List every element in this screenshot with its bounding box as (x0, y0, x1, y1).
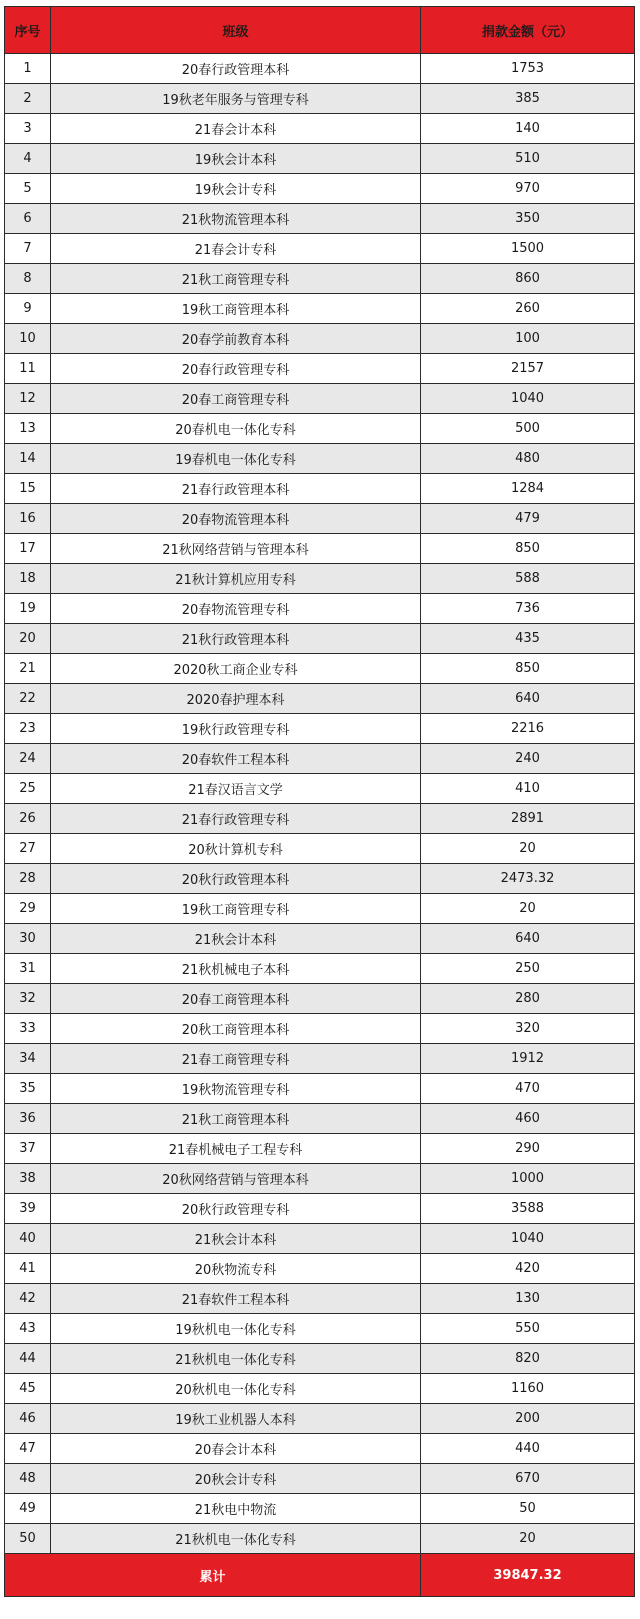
table-row (5, 804, 635, 834)
row-index-cell: 20 (5, 624, 51, 654)
total-amount: 39847.32 (421, 1554, 635, 1597)
row-amount-cell: 20 (421, 1524, 635, 1554)
table-row (5, 1254, 635, 1284)
row-index-cell: 48 (5, 1464, 51, 1494)
row-amount-cell: 850 (421, 654, 635, 684)
table-row (5, 714, 635, 744)
row-class-cell: 20春软件工程本科 (51, 744, 421, 774)
table-row (5, 234, 635, 264)
table-row (5, 834, 635, 864)
row-amount-cell: 2216 (421, 714, 635, 744)
table-row (5, 894, 635, 924)
row-class-cell: 21秋机电一体化专科 (51, 1344, 421, 1374)
table-row (5, 1434, 635, 1464)
row-class-cell: 21秋电中物流 (51, 1494, 421, 1524)
table-row (5, 534, 635, 564)
table-header (5, 7, 635, 54)
row-amount-cell: 640 (421, 924, 635, 954)
table-row (5, 1404, 635, 1434)
row-index-cell: 49 (5, 1494, 51, 1524)
row-index-cell: 18 (5, 564, 51, 594)
row-class-cell: 2020秋工商企业专科 (51, 654, 421, 684)
row-index-cell: 1 (5, 54, 51, 84)
row-amount-cell: 20 (421, 834, 635, 864)
row-class-cell: 19秋会计本科 (51, 144, 421, 174)
row-amount-cell: 420 (421, 1254, 635, 1284)
row-index-cell: 4 (5, 144, 51, 174)
row-class-cell: 19秋工商管理本科 (51, 294, 421, 324)
row-class-cell: 20春会计本科 (51, 1434, 421, 1464)
row-class-cell: 21春会计本科 (51, 114, 421, 144)
row-index-cell: 40 (5, 1224, 51, 1254)
row-index-cell: 45 (5, 1374, 51, 1404)
table-row (5, 954, 635, 984)
row-index-cell: 31 (5, 954, 51, 984)
row-class-cell: 21春机械电子工程专科 (51, 1134, 421, 1164)
row-index-cell: 14 (5, 444, 51, 474)
row-amount-cell: 1040 (421, 1224, 635, 1254)
row-amount-cell: 50 (421, 1494, 635, 1524)
table-row (5, 654, 635, 684)
row-amount-cell: 200 (421, 1404, 635, 1434)
row-amount-cell: 100 (421, 324, 635, 354)
table-body (5, 54, 635, 1554)
row-index-cell: 37 (5, 1134, 51, 1164)
row-class-cell: 20春工商管理专科 (51, 384, 421, 414)
row-class-cell: 19秋会计专科 (51, 174, 421, 204)
table-row (5, 204, 635, 234)
row-index-cell: 15 (5, 474, 51, 504)
table-row (5, 1044, 635, 1074)
row-class-cell: 2020春护理本科 (51, 684, 421, 714)
row-class-cell: 20春机电一体化专科 (51, 414, 421, 444)
table-row (5, 1224, 635, 1254)
row-index-cell: 32 (5, 984, 51, 1014)
header-amount: 捐款金额（元） (421, 7, 635, 54)
row-amount-cell: 2157 (421, 354, 635, 384)
row-amount-cell: 736 (421, 594, 635, 624)
row-amount-cell: 250 (421, 954, 635, 984)
table-row (5, 924, 635, 954)
table-row (5, 84, 635, 114)
table-row (5, 504, 635, 534)
table-row (5, 354, 635, 384)
header-index: 序号 (5, 7, 51, 54)
row-amount-cell: 1753 (421, 54, 635, 84)
row-amount-cell: 1040 (421, 384, 635, 414)
row-class-cell: 21秋会计本科 (51, 1224, 421, 1254)
row-index-cell: 50 (5, 1524, 51, 1554)
row-index-cell: 24 (5, 744, 51, 774)
row-index-cell: 23 (5, 714, 51, 744)
row-index-cell: 38 (5, 1164, 51, 1194)
row-class-cell: 20秋物流专科 (51, 1254, 421, 1284)
row-index-cell: 34 (5, 1044, 51, 1074)
row-index-cell: 16 (5, 504, 51, 534)
table-row (5, 444, 635, 474)
table-row (5, 114, 635, 144)
row-class-cell: 20秋行政管理专科 (51, 1194, 421, 1224)
table-row (5, 1074, 635, 1104)
row-index-cell: 47 (5, 1434, 51, 1464)
row-amount-cell: 1000 (421, 1164, 635, 1194)
row-index-cell: 13 (5, 414, 51, 444)
row-amount-cell: 460 (421, 1104, 635, 1134)
table-row (5, 1014, 635, 1044)
row-index-cell: 22 (5, 684, 51, 714)
row-amount-cell: 820 (421, 1344, 635, 1374)
row-class-cell: 21秋工商管理专科 (51, 264, 421, 294)
row-amount-cell: 140 (421, 114, 635, 144)
row-class-cell: 20春行政管理本科 (51, 54, 421, 84)
table-row (5, 984, 635, 1014)
table-row (5, 1344, 635, 1374)
row-class-cell: 20春物流管理本科 (51, 504, 421, 534)
row-class-cell: 20秋计算机专科 (51, 834, 421, 864)
row-class-cell: 19秋工商管理专科 (51, 894, 421, 924)
row-class-cell: 21秋会计本科 (51, 924, 421, 954)
row-class-cell: 20秋会计专科 (51, 1464, 421, 1494)
row-amount-cell: 3588 (421, 1194, 635, 1224)
row-class-cell: 20秋行政管理本科 (51, 864, 421, 894)
table-row (5, 594, 635, 624)
row-class-cell: 20秋网络营销与管理本科 (51, 1164, 421, 1194)
table-row (5, 264, 635, 294)
row-class-cell: 21春工商管理专科 (51, 1044, 421, 1074)
row-class-cell: 21春汉语言文学 (51, 774, 421, 804)
row-index-cell: 36 (5, 1104, 51, 1134)
total-label: 累计 (5, 1554, 421, 1597)
row-class-cell: 19春机电一体化专科 (51, 444, 421, 474)
row-index-cell: 33 (5, 1014, 51, 1044)
row-class-cell: 19秋老年服务与管理专科 (51, 84, 421, 114)
row-class-cell: 21秋行政管理本科 (51, 624, 421, 654)
row-class-cell: 19秋机电一体化专科 (51, 1314, 421, 1344)
row-index-cell: 21 (5, 654, 51, 684)
row-class-cell: 21春行政管理专科 (51, 804, 421, 834)
row-index-cell: 10 (5, 324, 51, 354)
row-index-cell: 6 (5, 204, 51, 234)
row-index-cell: 26 (5, 804, 51, 834)
row-class-cell: 21春行政管理本科 (51, 474, 421, 504)
table-row (5, 1374, 635, 1404)
table-row (5, 1194, 635, 1224)
row-amount-cell: 970 (421, 174, 635, 204)
table-row (5, 384, 635, 414)
table-row (5, 1314, 635, 1344)
row-index-cell: 29 (5, 894, 51, 924)
row-amount-cell: 1912 (421, 1044, 635, 1074)
row-amount-cell: 440 (421, 1434, 635, 1464)
total-row (5, 1554, 635, 1597)
row-class-cell: 21秋工商管理本科 (51, 1104, 421, 1134)
table-row (5, 564, 635, 594)
row-amount-cell: 20 (421, 894, 635, 924)
row-class-cell: 21秋机械电子本科 (51, 954, 421, 984)
row-index-cell: 25 (5, 774, 51, 804)
table-row (5, 624, 635, 654)
row-class-cell: 21秋网络营销与管理本科 (51, 534, 421, 564)
row-class-cell: 20秋工商管理本科 (51, 1014, 421, 1044)
row-amount-cell: 2473.32 (421, 864, 635, 894)
row-class-cell: 21秋机电一体化专科 (51, 1524, 421, 1554)
row-class-cell: 19秋工业机器人本科 (51, 1404, 421, 1434)
row-index-cell: 27 (5, 834, 51, 864)
row-amount-cell: 1284 (421, 474, 635, 504)
table-footer (5, 1554, 635, 1597)
row-class-cell: 21春会计专科 (51, 234, 421, 264)
row-index-cell: 2 (5, 84, 51, 114)
table-row (5, 1524, 635, 1554)
row-amount-cell: 1160 (421, 1374, 635, 1404)
row-class-cell: 19秋物流管理专科 (51, 1074, 421, 1104)
row-index-cell: 19 (5, 594, 51, 624)
donation-table-container (4, 6, 634, 1597)
table-row (5, 474, 635, 504)
row-index-cell: 7 (5, 234, 51, 264)
row-amount-cell: 260 (421, 294, 635, 324)
table-row (5, 294, 635, 324)
row-amount-cell: 588 (421, 564, 635, 594)
row-index-cell: 17 (5, 534, 51, 564)
table-row (5, 1494, 635, 1524)
row-amount-cell: 240 (421, 744, 635, 774)
row-index-cell: 35 (5, 1074, 51, 1104)
row-amount-cell: 670 (421, 1464, 635, 1494)
row-amount-cell: 385 (421, 84, 635, 114)
row-amount-cell: 640 (421, 684, 635, 714)
row-index-cell: 12 (5, 384, 51, 414)
row-amount-cell: 510 (421, 144, 635, 174)
row-amount-cell: 435 (421, 624, 635, 654)
table-row (5, 774, 635, 804)
row-index-cell: 28 (5, 864, 51, 894)
row-amount-cell: 350 (421, 204, 635, 234)
row-class-cell: 21秋计算机应用专科 (51, 564, 421, 594)
donation-table (4, 6, 635, 1597)
row-amount-cell: 130 (421, 1284, 635, 1314)
row-amount-cell: 500 (421, 414, 635, 444)
table-row (5, 144, 635, 174)
row-class-cell: 20春物流管理专科 (51, 594, 421, 624)
row-index-cell: 43 (5, 1314, 51, 1344)
table-row (5, 864, 635, 894)
row-index-cell: 39 (5, 1194, 51, 1224)
row-class-cell: 21秋物流管理本科 (51, 204, 421, 234)
header-row (5, 7, 635, 54)
row-class-cell: 20春学前教育本科 (51, 324, 421, 354)
row-class-cell: 20秋机电一体化专科 (51, 1374, 421, 1404)
row-index-cell: 46 (5, 1404, 51, 1434)
row-index-cell: 5 (5, 174, 51, 204)
row-index-cell: 11 (5, 354, 51, 384)
table-row (5, 54, 635, 84)
row-class-cell: 19秋行政管理专科 (51, 714, 421, 744)
table-row (5, 684, 635, 714)
row-amount-cell: 410 (421, 774, 635, 804)
row-amount-cell: 850 (421, 534, 635, 564)
row-index-cell: 42 (5, 1284, 51, 1314)
table-row (5, 1464, 635, 1494)
table-row (5, 1284, 635, 1314)
row-amount-cell: 550 (421, 1314, 635, 1344)
row-amount-cell: 320 (421, 1014, 635, 1044)
table-row (5, 414, 635, 444)
row-class-cell: 21春软件工程本科 (51, 1284, 421, 1314)
row-amount-cell: 470 (421, 1074, 635, 1104)
table-row (5, 1164, 635, 1194)
row-index-cell: 41 (5, 1254, 51, 1284)
row-amount-cell: 479 (421, 504, 635, 534)
row-index-cell: 3 (5, 114, 51, 144)
row-index-cell: 8 (5, 264, 51, 294)
row-amount-cell: 290 (421, 1134, 635, 1164)
row-amount-cell: 280 (421, 984, 635, 1014)
table-row (5, 324, 635, 354)
row-class-cell: 20春工商管理本科 (51, 984, 421, 1014)
table-row (5, 1104, 635, 1134)
row-amount-cell: 1500 (421, 234, 635, 264)
table-row (5, 174, 635, 204)
row-class-cell: 20春行政管理专科 (51, 354, 421, 384)
row-index-cell: 30 (5, 924, 51, 954)
row-amount-cell: 2891 (421, 804, 635, 834)
row-amount-cell: 860 (421, 264, 635, 294)
row-index-cell: 9 (5, 294, 51, 324)
header-class: 班级 (51, 7, 421, 54)
table-row (5, 1134, 635, 1164)
table-row (5, 744, 635, 774)
row-amount-cell: 480 (421, 444, 635, 474)
row-index-cell: 44 (5, 1344, 51, 1374)
